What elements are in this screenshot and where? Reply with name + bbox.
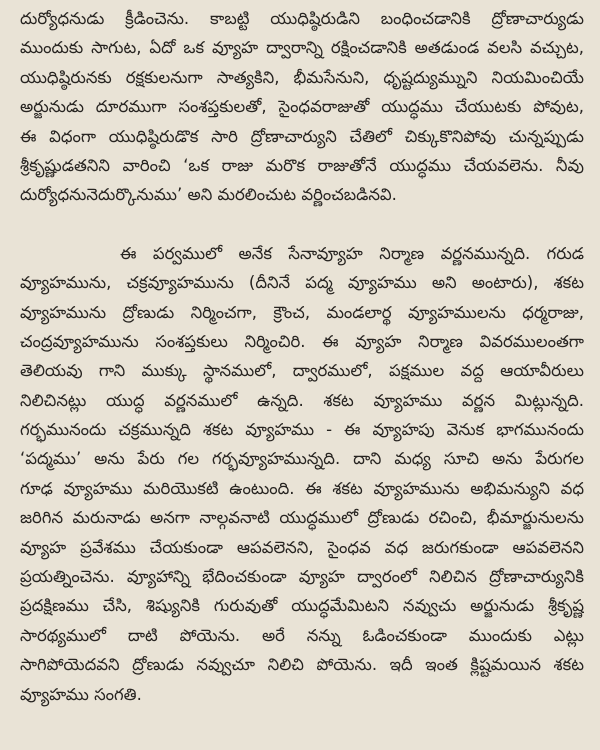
text-line: చంద్రవ్యూహమును సంశప్తకులు నిర్మించిరి. ఈ వ్యూహ నిర్మాణ వివరములంతగా [20,331,584,351]
text-line: ‘పద్మము’ అను పేరు గల గర్భవ్యూహమున్నది. దాని మధ్య సూచి అను పేరుగల [20,449,584,469]
text-line: దుర్యోధనునెదుర్కొనుము’ అని మరలించుట వర్ణించబడినవి. [20,185,397,205]
text-line: జరిగిన మరునాడు అనగా నాల్గవనాటి యుద్ధములో ద్రోణుడు రచించి, భీమార్జునులను [20,508,584,528]
paragraph-1 [20,4,584,210]
text-line: వ్యూహమును, చక్రవ్యూహమును (దీనినే పద్మ వ్యూహము అని అంటారు), శకట [20,273,584,293]
text-line: సాగిపోయెదవని ద్రోణుడు నవ్వుచూ నిలిచి పోయెను. ఇదీ ఇంత క్లిష్టమయిన శకట [20,655,584,675]
text-line: గూఢ వ్యూహము మరియొకటి ఉంటుంది. ఈ శకట వ్యూహమును అభిమన్యుని వధ [20,478,584,498]
text-line: దుర్యోధనుడు క్రీడించెను. కాబట్టి యుధిష్ఠిరుడిని బంధించడానికి ద్రోణాచార్యుడు [20,9,584,28]
text-line: తెలియవు గాని ముక్కు స్థానములో, ద్వారములో, పక్షముల వద్ద ఆయావీరులు [20,361,584,381]
text-line: అర్జునుడు దూరముగా సంశప్తకులతో, సైంధవరాజుతో యుద్ధము చేయుటకు పోవుట, [20,97,584,117]
text-line: సారథ్యములో దాటి పోయెను. అరే నన్ను ఓడించకుండా ముందుకు ఎట్లు [20,625,584,645]
text-line: వ్యూహ ప్రవేశము చేయకుండా ఆపవలెనని, సైంధవ వధ జరుగకుండా ఆపవలెనని [20,537,584,557]
text-line: యుధిష్ఠిరునకు రక్షకులనుగా సాత్యకిని, భీమసేనుని, ధృష్టద్యుమ్నుని నియమించియే [20,67,584,87]
text-line: ముందుకు సాగుట, ఏదో ఒక వ్యూహ ద్వారాన్ని రక్షించడానికి అతడుండ వలసి వచ్చుట, [20,38,584,58]
text-line: వ్యూహము సంగతి. [20,684,142,704]
text-line: ఈ విధంగా యుధిష్ఠిరుడొక సారి ద్రోణాచార్యుని చేతిలో చిక్కుకొనిపోవు చున్నప్పుడు [20,126,584,146]
text-line: శ్రీకృష్ణుడతనిని వారించి ‘ఒక రాజు మరొక రాజుతోనే యుద్ధము చేయవలెను. నీవు [20,155,584,175]
text-line: ప్రదక్షిణము చేసి, శిష్యునికి గురువుతో యుద్ధమేమిటని నవ్వుచు అర్జునుడు శ్రీకృష్ణ [20,596,584,616]
text-line: వ్యూహమును ద్రోణుడు నిర్మించగా, క్రౌంచ, మండలార్థ వ్యూహములను ధర్మరాజు, [20,302,584,322]
text-line: ప్రయత్నించెను. వ్యూహాన్ని భేదించకుండా వ్యూహ ద్వారంలో నిలిచిన ద్రోణాచార్యునికి [20,567,584,587]
text-line: ఈ పర్వములో అనేక సేనావ్యూహ నిర్మాణ వర్ణనమున్నది. గరుడ [120,243,584,263]
paragraph-2 [20,239,584,709]
text-line: గర్భమునందు చక్రమున్నది శకట వ్యూహము - ఈ వ్యూహపు వెనుక భాగమునందు [20,420,584,440]
text-line: నిలిచినట్లు యుద్ధ వర్ణనములో ఉన్నది. శకట వ్యూహము వర్ణన మిట్లున్నది. [20,390,584,410]
